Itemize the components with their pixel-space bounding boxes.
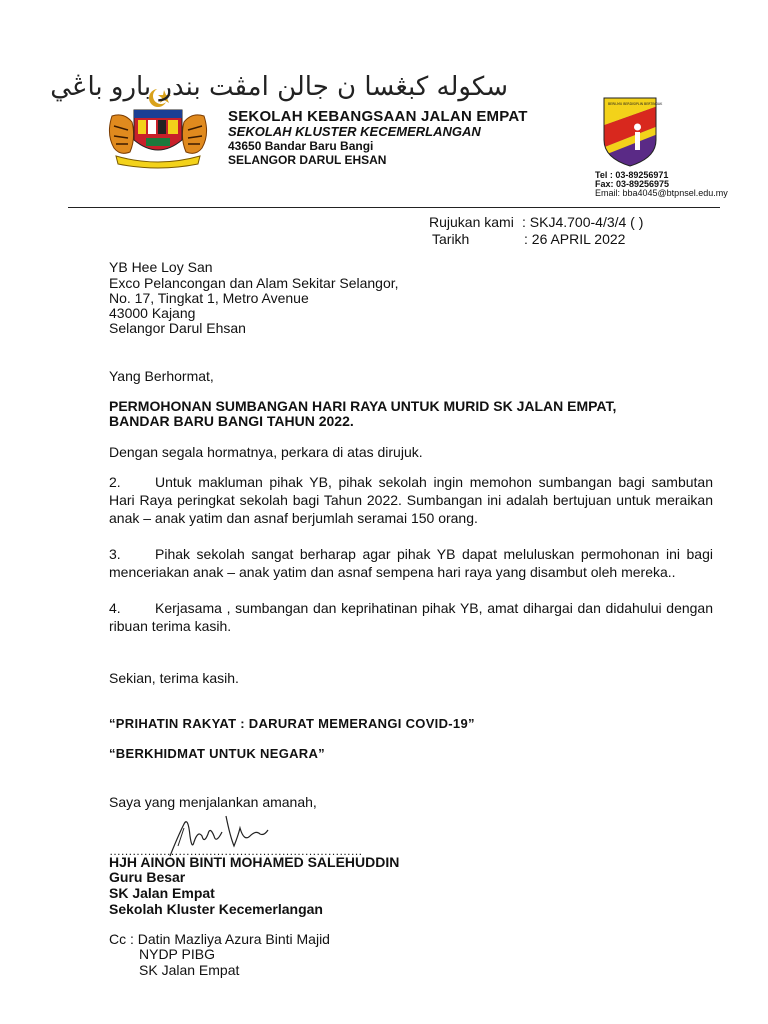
paragraph-text: Pihak sekolah sangat berharap agar pihak YB dapat meluluskan permohonan ini bagi menceriakan anak – anak yatim dan asnaf sempena hari raya yang disambut oleh mereka.. bbox=[109, 546, 713, 580]
recipient-name: YB Hee Loy San bbox=[109, 259, 213, 275]
paragraph-number: 4. bbox=[109, 600, 121, 616]
paragraph-text: Kerjasama , sumbangan dan keprihatinan pihak YB, amat dihargai dan didahului dengan ribuan terima kasih. bbox=[109, 600, 713, 634]
cc-line1: Cc : Datin Mazliya Azura Binti Majid bbox=[109, 931, 330, 947]
signatory-title: Guru Besar bbox=[109, 869, 186, 885]
paragraph-number: 3. bbox=[109, 546, 121, 562]
slogan-covid: “PRIHATIN RAKYAT : DARURAT MEMERANGI COVID-19” bbox=[109, 716, 475, 731]
recipient-address-line1: No. 17, Tingkat 1, Metro Avenue bbox=[109, 290, 309, 306]
school-logo-icon bbox=[602, 96, 663, 168]
paragraph-text: Untuk makluman pihak YB, pihak sekolah ingin memohon sumbangan bagi sambutan Hari Raya peringkat sekolah bagi Tahun 2022. Sumbangan ini adalah bertujuan untuk meraikan anak – anak yatim dan asnaf berjumlah seramai 150 orang. bbox=[109, 474, 713, 526]
salutation: Yang Berhormat, bbox=[109, 368, 214, 384]
slogan-negara: “BERKHIDMAT UNTUK NEGARA” bbox=[109, 746, 325, 761]
reference-label: Rujukan kami bbox=[429, 214, 514, 230]
school-cluster-title: SEKOLAH KLUSTER KECEMERLANGAN bbox=[228, 124, 481, 139]
signatory-school: SK Jalan Empat bbox=[109, 885, 215, 901]
signature-line: ………………………………………………………… bbox=[109, 844, 362, 858]
subject-line1: PERMOHONAN SUMBANGAN HARI RAYA UNTUK MURID SK JALAN EMPAT, bbox=[109, 398, 617, 414]
sign-off: Saya yang menjalankan amanah, bbox=[109, 794, 317, 810]
paragraph-4 bbox=[109, 599, 713, 635]
school-email: Email: bba4045@btpnsel.edu.my bbox=[595, 188, 728, 198]
school-name-jawi: سکوله کبڠسا ن جالن امڤت بندر بارو باڠي bbox=[50, 72, 508, 102]
school-name: SEKOLAH KEBANGSAAN JALAN EMPAT bbox=[228, 108, 528, 125]
recipient-address-line3: Selangor Darul Ehsan bbox=[109, 320, 246, 336]
date-label: Tarikh bbox=[432, 231, 470, 247]
school-logo-motto: BERILMU BERDISIPLIN BERTINDAK bbox=[608, 102, 663, 106]
subject-line2: BANDAR BARU BANGI TAHUN 2022. bbox=[109, 413, 354, 429]
paragraph-number: 2. bbox=[109, 474, 121, 490]
recipient-position: Exco Pelancongan dan Alam Sekitar Selangor, bbox=[109, 275, 399, 291]
cc-line2: NYDP PIBG bbox=[139, 946, 215, 962]
school-fax: Fax: 03-89256975 bbox=[595, 179, 670, 189]
cc-line3: SK Jalan Empat bbox=[139, 962, 240, 978]
school-telephone: Tel : 03-89256971 bbox=[595, 170, 669, 180]
letter-date: : 26 APRIL 2022 bbox=[524, 231, 626, 247]
signatory-cluster: Sekolah Kluster Kecemerlangan bbox=[109, 901, 323, 917]
school-address-line1: 43650 Bandar Baru Bangi bbox=[228, 139, 374, 153]
school-address-line2: SELANGOR DARUL EHSAN bbox=[228, 153, 387, 167]
header-divider bbox=[68, 207, 720, 208]
signatory-name: HJH AINON BINTI MOHAMED SALEHUDDIN bbox=[109, 854, 400, 870]
closing-line: Sekian, terima kasih. bbox=[109, 670, 239, 686]
opening-line: Dengan segala hormatnya, perkara di atas dirujuk. bbox=[109, 444, 423, 460]
paragraph-2 bbox=[109, 473, 713, 527]
recipient-address-line2: 43000 Kajang bbox=[109, 305, 196, 321]
reference-number: : SKJ4.700-4/3/4 ( ) bbox=[522, 214, 644, 230]
paragraph-3 bbox=[109, 545, 713, 581]
